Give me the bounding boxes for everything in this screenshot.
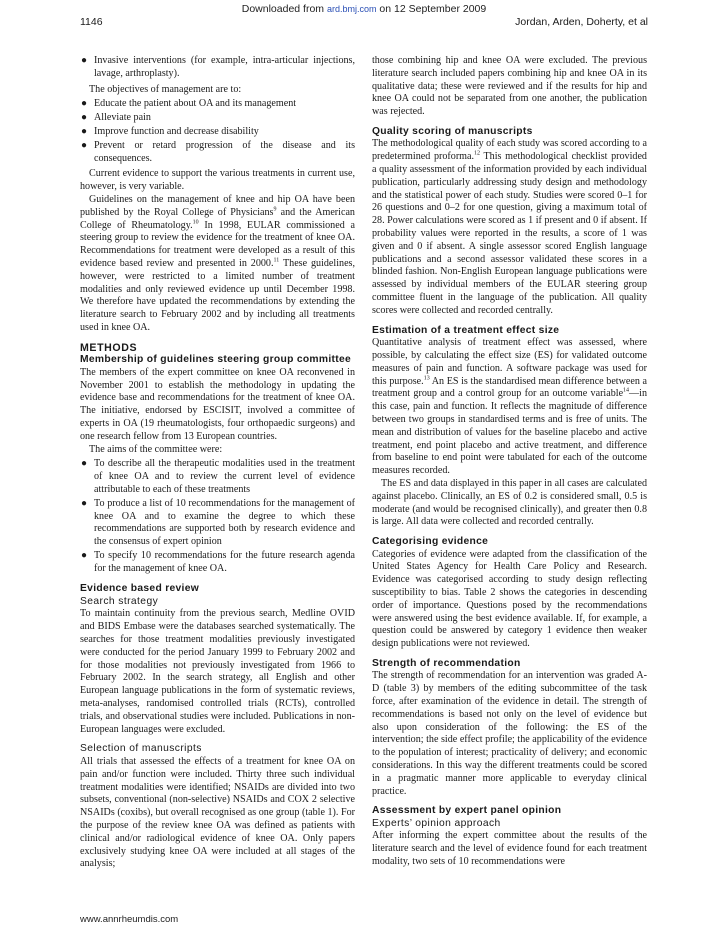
- bullet-icon: ●: [81, 549, 88, 561]
- running-authors: Jordan, Arden, Doherty, et al: [515, 16, 648, 28]
- bullet-icon: ●: [81, 125, 88, 137]
- strength-heading: Strength of recommendation: [372, 657, 521, 669]
- paragraph-search-strategy: To maintain continuity from the previous search, Medline OVID and BIDS Embase were the databases searched systematically. The searches for those treatment modalities previously investigated were conducted for the period January 1999 to February 2002 and for those modalities not previously investigated from 1966 to February 2002. In the search strategy, all English and other European language publications in the form of systematic reviews, meta-analyses, randomised controlled trials (RCTs), controlled trials, and observational studies were included. Publications in non-European languages were excluded.: [80, 608, 355, 735]
- reference-13[interactable]: 13: [423, 375, 430, 382]
- reference-9[interactable]: 9: [273, 206, 277, 213]
- list-item: ● Alleviate pain: [81, 112, 151, 124]
- bullet-list-interventions: [80, 55, 355, 81]
- paragraph-categorising: Categories of evidence were adapted from the classification of the United States Agency for Health Care Policy and Research. Evidence was categorised according to study design reflecting susceptibility to bias. Table 2 shows the categories in descending order of importance. Questions posed by the recommendations were answered using the best evidence available. If, for example, a question could be answered by category 1 evidence then weaker design publications were not reviewed.: [372, 548, 647, 650]
- download-banner: [0, 3, 728, 15]
- bullet-icon: ●: [81, 497, 88, 509]
- evidence-review-heading: Evidence based review: [80, 583, 200, 595]
- bullet-list-objectives: [80, 98, 355, 165]
- list-item: ● To produce a list of 10 recommendations for the management of knee OA and to examine the degree to which these recommendations are supported both by research evidence and the consensus of expert opinion: [81, 497, 355, 548]
- left-column: [80, 55, 355, 871]
- reference-10[interactable]: 10: [192, 219, 199, 226]
- bullet-icon: ●: [81, 139, 88, 151]
- bullet-icon: ●: [81, 55, 88, 66]
- estimation-heading: Estimation of a treatment effect size: [372, 324, 560, 336]
- paragraph-effect-size: The ES and data displayed in this paper in all cases are calculated against placebo. Clinically, an ES of 0.2 is considered small, 0.5 is moderate (and would be recognised clinically), and greater then 0.8 is large. All data were collected and recorded centrally.: [372, 477, 647, 528]
- reference-12[interactable]: 12: [474, 150, 481, 157]
- paragraph-continuation: those combining hip and knee OA were excluded. The previous literature search included papers combining hip and knee OA in its qualitative data; these were reviewed and if the results for hip and knee OA could not be separated from one another, the publication was rejected.: [372, 55, 647, 118]
- footer-url[interactable]: www.annrheumdis.com: [80, 914, 179, 925]
- assessment-heading: Assessment by expert panel opinion: [372, 805, 562, 817]
- list-item: ● To describe all the therapeutic modalities used in the treatment of knee OA and to review the current level of evidence attributable to each of these treatments: [81, 458, 355, 495]
- bullet-icon: ●: [81, 98, 88, 110]
- bullet-icon: ●: [81, 112, 88, 124]
- categorising-heading: Categorising evidence: [372, 536, 489, 548]
- paragraph-experts: After informing the expert committee about the results of the literature search and the level of evidence found for each treatment modality, two sets of 10 recommendations were: [372, 830, 647, 868]
- paragraph-current-evidence: Current evidence to support the various treatments in current use, however, is very variable.: [80, 168, 355, 193]
- list-item: ● To specify 10 recommendations for the future research agenda for the management of knee OA.: [81, 549, 355, 574]
- objectives-intro: The objectives of management are to:: [89, 83, 242, 95]
- bullet-icon: ●: [81, 458, 88, 470]
- selection-heading: Selection of manuscripts: [80, 743, 202, 755]
- paragraph-membership: The members of the expert committee on knee OA reconvened in November 2001 to establish the methodology in updating the evidence base and recommendations for the treatment of knee OA. The initiative, endorsed by ESCISIT, involved a committee of experts in OA (19 rheumatologists, four orthopaedic surgeons) and one research fellow from 13 European countries.: [80, 366, 355, 442]
- list-item: ● Invasive interventions (for example, intra-articular injections, lavage, arthroplasty).: [81, 55, 355, 79]
- reference-11[interactable]: 11: [273, 257, 280, 264]
- reference-14[interactable]: 14: [623, 387, 630, 394]
- paragraph-quality: The methodological quality of each study was scored according to a predetermined proforma.$^{12}$ This methodological checklist provided a quality assessment of the information provided by each individual publication, particularly addressing study design and methodology and the statistical power of each study. Studies were scored 0–1 for 26 questions and 0–2 for one question, giving a maximum total of 28. Power calculations were scored as 1 if present and 0 if absent. If probability values were reported in the results, a score of 1 was given and 0 if absent. A single assessor scored English language publications and a second assessor validated these scores in a blinded fashion. Non-English European language publications were assessed by individual members of the EULAR steering group committee fluent in the language of the publication. All quality scores were collected and recorded centrally.: [372, 138, 647, 316]
- quality-scoring-heading: Quality scoring of manuscripts: [372, 125, 533, 137]
- methods-heading: METHODS: [80, 341, 138, 354]
- banner-link[interactable]: ard.bmj.com: [326, 4, 377, 14]
- banner-suffix: on 12 September 2009: [376, 3, 487, 15]
- bullet-list-aims: [80, 458, 355, 575]
- list-item: ● Improve function and decrease disability: [81, 125, 259, 137]
- banner-prefix: Downloaded from: [241, 3, 327, 15]
- membership-heading: Membership of guidelines steering group committee: [80, 354, 352, 366]
- paragraph-guidelines: Guidelines on the management of knee and hip OA have been published by the Royal College of Physicians$^9$ and the American College of Rheumatology.$^{10}$ In 1998, EULAR commissioned a steering group to review the evidence for the treatment of knee OA. Recommendations for treatment were developed as a result of this evidence based review and presented in 2000.11 These guidelines, however, were restricted to a limited number of treatment modalities and only reviewed evidence up until December 1998. We therefore have updated the recommendations by extending the literature search to February 2002 and by including all treatments used in knee OA.: [80, 193, 356, 333]
- right-column: [372, 55, 647, 869]
- paragraph-selection: All trials that assessed the effects of a treatment for knee OA on pain and/or function were included. Thirty three such individual treatment modalities were identified; NSAIDs are divided into two subsets, conventional (non-selective) NSAIDs and COX 2 selective NSAIDs (coxibs), but overall recognised as one group (table 1). For the purpose of the review knee OA was defined as patients with clinical and/or radiological evidence of knee OA. Only papers exclusively studying knee OA were included at all stages of the analysis;: [80, 755, 355, 870]
- paragraph-strength: The strength of recommendation for an intervention was graded A-D (table 3) by members of the editing subcommittee of the task force, after examination of the evidence in detail. The strength of recommendations is based not only on the level of evidence but also upon consideration of the following: the ES of the intervention; the side effect profile; the applicability of the evidence to the population of interest; practicality of delivery; and economic considerations. In this way the different treatments could be scored in a pragmatic manner more applicable to everyday clinical practice.: [372, 670, 647, 797]
- aims-intro: The aims of the committee were:: [89, 443, 223, 455]
- experts-opinion-heading: Experts’ opinion approach: [372, 817, 501, 829]
- search-strategy-heading: Search strategy: [80, 595, 159, 607]
- page-number: 1146: [80, 16, 103, 28]
- paragraph-estimation: Quantitative analysis of treatment effect was assessed, where possible, by calculating the effect size (ES) for validated outcome measures of pain and function. A software package was used for this purpose.$^{13}$ An ES is the standardised mean difference between a treatment group and a control group for an outcome variable$^{14}$—in this case, pain and function. It reflects the magnitude of difference between two groups in standardised terms and is free of units. The mean and distribution of values for the baseline placebo and active treatment, end point placebo and active treatment, and difference from baseline to end point were tabulated for each of the outcome measures recorded.: [372, 337, 647, 477]
- list-item: ● Prevent or retard progression of the disease and its consequences.: [81, 139, 355, 164]
- list-item: ● Educate the patient about OA and its management: [81, 98, 297, 110]
